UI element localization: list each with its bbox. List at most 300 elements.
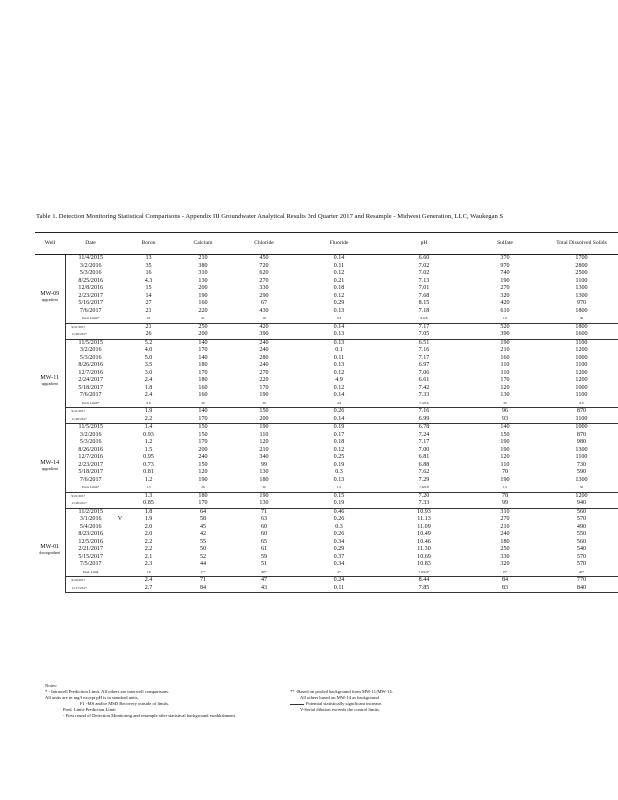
qualifier-flag [116, 569, 124, 577]
fluoride-cell: 0.26 [295, 408, 383, 416]
chloride-cell: 120 [259, 439, 269, 445]
boron-cell: 5.0 [144, 354, 153, 361]
fluoride-cell: 0.11 [333, 354, 345, 361]
boron-cell: 14 [145, 292, 152, 299]
calcium-cell: 240 [198, 454, 208, 460]
qualifier-flag [116, 477, 124, 485]
calcium-cell: 180 [198, 377, 208, 383]
tds-cell: 560 [576, 508, 587, 515]
fluoride-cell: 0.13 [333, 362, 345, 368]
qualifier-flag [116, 408, 124, 416]
calcium-cell: 52 [199, 553, 207, 560]
qualifier-flag [116, 577, 124, 585]
fluoride-cell: 0.14 [295, 323, 383, 331]
sulfate-cell: 970 [500, 262, 510, 269]
sulfate-cell: 370 [500, 255, 510, 261]
tds-cell: 1000 [575, 354, 588, 361]
note-pooled-background: ** -Based on pooled background from MW-11/MW-14. [290, 689, 393, 695]
calcium-cell: 71 [173, 577, 233, 585]
table-body [35, 255, 618, 593]
tds-cell: 590 [576, 469, 587, 475]
table-row [35, 392, 618, 400]
notes-heading: Notes: [45, 683, 57, 688]
table-row [35, 539, 618, 547]
date-cell: 11/20/2017 [65, 500, 116, 508]
tds-cell: 2800 [575, 262, 588, 269]
tds-cell: 6.0 [579, 400, 584, 405]
qualifier-flag [116, 278, 124, 286]
sulfate-cell: 150 [500, 431, 510, 438]
qualifier-flag [116, 539, 124, 547]
qualifier-flag [116, 300, 124, 308]
tds-cell: 570 [576, 553, 587, 560]
fluoride-cell: 0.25 [333, 454, 345, 460]
boron-cell: 43 [146, 316, 151, 320]
date-cell: 3/2/2016 [79, 347, 102, 353]
boron-cell: 4.0 [144, 347, 153, 353]
well-cell [35, 424, 65, 509]
qualifier-flag [116, 331, 124, 339]
date-cell: 11/5/2015 [78, 339, 103, 346]
fluoride-cell: 0.3 [335, 523, 343, 530]
well-gradient: upgradient [41, 298, 58, 302]
boron-cell: 0.73 [143, 461, 154, 468]
ph-cell: 11.09 [417, 523, 431, 530]
chloride-cell: 43 [233, 585, 295, 593]
boron-cell: 21 [145, 307, 152, 314]
well-cell [35, 339, 65, 424]
boron-cell: 3.0 [144, 369, 153, 376]
calcium-cell: 30 [201, 400, 205, 405]
calcium-cell: 150 [198, 461, 208, 468]
tds-cell: 1300 [575, 446, 588, 453]
tds-cell: 2500 [575, 270, 588, 276]
date-cell: 9/21/2017 [65, 492, 116, 500]
boron-cell: 2.2 [144, 546, 153, 552]
boron-cell: 2.0 [144, 523, 153, 530]
ph-cell: 10.93 [417, 508, 431, 515]
fluoride-cell: 0.17 [333, 431, 345, 438]
date-cell: 2/23/2017 [78, 461, 104, 468]
notes-line-5 [45, 713, 605, 719]
sulfate-cell: 30 [503, 400, 507, 405]
ph-cell: 10.69 [417, 553, 431, 560]
ph-cell: 7.05 [383, 331, 465, 339]
date-cell: 9/21/2017 [65, 323, 116, 331]
date-cell: 8/23/2016 [78, 531, 104, 537]
tds-cell: 550 [576, 531, 587, 537]
tds-cell: 30 [579, 485, 584, 489]
tds-cell: 1300 [575, 285, 588, 291]
sulfate-cell: 93 [465, 416, 545, 424]
tds-cell: 1100 [545, 416, 618, 424]
fluoride-cell: 0.12 [333, 384, 345, 391]
fluoride-cell: 4* [337, 569, 341, 574]
fluoride-cell: 0.11 [295, 585, 383, 593]
qualifier-flag [116, 323, 124, 331]
ph-cell: 8.15 [418, 300, 430, 306]
table-row [35, 500, 618, 508]
tds-cell: 1300 [575, 476, 588, 483]
sulfate-cell: 110 [500, 461, 510, 468]
ph-cell: 8.44 [383, 577, 465, 585]
chloride-cell: 60 [260, 531, 268, 537]
fluoride-cell: 4.9 [335, 377, 343, 383]
well-id: MW-14 [40, 459, 60, 466]
chloride-cell: 80* [261, 569, 267, 574]
sulfate-cell: 70 [501, 469, 509, 475]
sulfate-cell: 160 [500, 354, 510, 361]
calcium-cell: 41 [201, 316, 205, 320]
qualifier-flag [116, 385, 124, 393]
ph-cell: 7.16 [383, 408, 465, 416]
chloride-cell: 170 [259, 384, 269, 391]
sulfate-cell: 270 [500, 285, 510, 291]
chloride-cell: 340 [259, 454, 269, 460]
ph-cell: 7.17 [418, 439, 430, 445]
boron-cell: 1.5 [144, 446, 153, 453]
ph-cell: 7.13 [418, 277, 430, 284]
qualifier-flag [116, 255, 124, 263]
boron-cell: 4.3 [144, 277, 153, 284]
calcium-cell: 45 [199, 523, 207, 530]
chloride-cell: 620 [259, 270, 269, 276]
qualifier-flag [116, 469, 124, 477]
tds-cell: 940 [545, 500, 618, 508]
calcium-cell: 250 [173, 323, 233, 331]
boron-cell: 3.5 [144, 362, 153, 368]
qualifier-flag [116, 392, 124, 400]
table-row [35, 424, 618, 432]
well-id: MW-01 [40, 544, 60, 551]
calcium-cell: 140 [198, 354, 208, 361]
date-cell: 7/5/2017 [79, 561, 102, 567]
well-id: MW-11 [40, 375, 60, 382]
chloride-cell: 130 [233, 500, 295, 508]
ph-cell: 6.78 [418, 424, 430, 430]
sulfate-cell: 740 [500, 270, 510, 276]
ph-cell: 7.62 [418, 469, 430, 475]
sulfate-cell: 83 [465, 585, 545, 593]
sulfate-cell: 190 [500, 446, 510, 453]
sulfate-cell: 420 [500, 300, 510, 306]
boron-cell: 2.3 [144, 561, 153, 567]
qualifier-flag [116, 293, 124, 301]
date-cell: 5/3/2016 [79, 439, 102, 445]
table-row [35, 385, 618, 393]
table-row [35, 531, 618, 539]
calcium-cell: 190 [198, 292, 208, 299]
limit-row [35, 315, 618, 323]
qualifier-flag [116, 355, 124, 363]
header-sulfate: Sulfate [465, 233, 545, 255]
qualifier-flag [116, 585, 124, 593]
boron-cell: 1.8 [144, 384, 153, 391]
sulfate-cell: 250 [500, 546, 510, 552]
date-cell: 5/3/2016 [79, 270, 102, 276]
tds-cell: 1700 [575, 255, 588, 261]
table-row [35, 377, 618, 385]
chloride-cell: 110 [259, 431, 269, 438]
boron-cell: 1.9 [124, 408, 173, 416]
table-row [35, 362, 618, 370]
ph-cell: 7.02 [418, 270, 430, 276]
table-row [35, 577, 618, 585]
tds-cell: 560 [576, 538, 587, 545]
boron-cell: 15 [145, 285, 152, 291]
calcium-cell: 160 [198, 300, 208, 306]
limit-row [35, 400, 618, 408]
calcium-cell: 200 [198, 446, 208, 453]
table-row [35, 469, 618, 477]
fluoride-cell: 0.26 [333, 531, 345, 537]
chloride-cell: 59 [260, 553, 268, 560]
header-ph: pH [383, 233, 465, 255]
table-row [35, 293, 618, 301]
well-id: MW-09 [40, 291, 60, 297]
date-cell: 5/18/2017 [78, 469, 104, 475]
qualifier-flag [116, 339, 124, 347]
fluoride-cell: 0.46 [333, 508, 345, 515]
table-row [35, 561, 618, 569]
calcium-cell: 160 [198, 392, 208, 398]
sulfate-cell: 140 [500, 424, 510, 430]
boron-cell: 2.4 [124, 577, 173, 585]
tds-cell: 870 [545, 408, 618, 416]
table-row [35, 477, 618, 485]
tds-cell: 1000 [575, 424, 588, 430]
fluoride-cell: 0.3 [336, 316, 342, 320]
ph-cell: 7.29 [418, 476, 430, 483]
ph-cell: 6.97 [418, 362, 430, 368]
limit-label: Pred. Limit* [82, 485, 100, 489]
table-row [35, 270, 618, 278]
fluoride-cell: 0.13 [333, 476, 345, 483]
boron-cell: 1.2 [144, 439, 153, 445]
table-row [35, 454, 618, 462]
chloride-cell: 190 [259, 424, 269, 430]
boron-cell: 6.8 [146, 400, 151, 405]
table-row [35, 447, 618, 455]
limit-label: Pred. Limit [83, 569, 99, 574]
qualifier-flag [116, 500, 124, 508]
boron-cell: 0.95 [143, 454, 154, 460]
qualifier-flag [116, 447, 124, 455]
chloride-cell: 240 [259, 347, 269, 353]
table-row [35, 524, 618, 532]
tds-cell: 570 [576, 561, 587, 567]
table-row [35, 439, 618, 447]
calcium-cell: 17* [200, 569, 206, 574]
boron-cell: 1.4 [144, 424, 153, 430]
chloride-cell: 190 [259, 392, 269, 398]
note-serial-dilution: V-Serial dilution exceeds the control limits. [300, 707, 380, 713]
fluoride-cell: 0.34 [333, 561, 345, 567]
qualifier-flag [116, 263, 124, 271]
calcium-cell: 170 [198, 439, 208, 445]
chloride-cell: 430 [259, 307, 269, 314]
tds-cell: 1200 [575, 369, 588, 376]
well-cell [35, 255, 65, 340]
calcium-cell: 220 [198, 307, 208, 314]
table-row [35, 416, 618, 424]
sulfate-cell: 210 [500, 347, 510, 353]
sulfate-cell: 610 [500, 307, 510, 314]
ph-cell: 7.01 [418, 285, 430, 291]
date-cell: 2/23/2017 [78, 292, 104, 299]
boron-cell: 26 [124, 331, 173, 339]
header-calcium: Calcium [173, 233, 233, 255]
date-cell: 12/7/2016 [78, 454, 104, 460]
ph-cell: 7.17 [418, 354, 430, 361]
date-cell: 11/20/2017 [65, 331, 116, 339]
fluoride-cell: 0.19 [333, 424, 345, 430]
calcium-cell: 170 [198, 369, 208, 376]
header-chloride: Chloride [233, 233, 295, 255]
chloride-cell: 330 [259, 285, 269, 291]
tds-cell: 1200 [545, 492, 618, 500]
tds-cell: 1100 [575, 392, 588, 398]
ph-cell: 7.33 [383, 500, 465, 508]
ph-cell: 7.16 [418, 347, 430, 353]
boron-cell: 1.9 [144, 516, 153, 522]
date-cell: 5/3/2016 [79, 354, 102, 361]
sulfate-cell: 190 [500, 439, 510, 445]
fluoride-cell: 0.21 [333, 277, 345, 284]
chloride-cell: 67 [260, 300, 268, 306]
ph-cell: 7.42 [418, 384, 430, 391]
qualifier-flag [116, 554, 124, 562]
boron-cell: 13 [145, 255, 152, 261]
limit-row [35, 569, 618, 577]
calcium-cell: 310 [198, 270, 208, 276]
calcium-cell: 64 [199, 508, 207, 515]
qualifier-flag [116, 454, 124, 462]
boron-cell: 2.0 [144, 531, 153, 537]
calcium-cell: 190 [198, 476, 208, 483]
limit-label: Pred. Limit* [82, 400, 100, 405]
qualifier-flag: V [117, 516, 123, 522]
fluoride-cell: 0.12 [333, 369, 345, 376]
calcium-cell: 380 [198, 262, 208, 269]
sulfate-cell: 78 [465, 492, 545, 500]
header-boron: Boron [124, 233, 173, 255]
table-row [35, 278, 618, 286]
sulfate-cell: 190 [500, 339, 510, 346]
header-date: Date [65, 233, 116, 255]
qualifier-flag [116, 424, 124, 432]
note-f1: F1 -MS and/or MSD Recovery outside of limits. [80, 701, 170, 707]
sulfate-cell: 210 [500, 523, 510, 530]
note-pred-limit: Pred. Limit-Prediction Limit [63, 707, 116, 713]
boron-cell: 1.2 [144, 476, 153, 483]
tds-cell: 770 [545, 577, 618, 585]
calcium-cell: 160 [198, 384, 208, 391]
calcium-cell: 150 [198, 424, 208, 430]
date-cell: 11/2/2015 [78, 508, 103, 515]
fluoride-cell: 0.18 [333, 439, 345, 445]
calcium-cell: 150 [198, 431, 208, 438]
table-row [35, 492, 618, 500]
fluoride-cell: 4.9 [336, 400, 342, 405]
ph-cell: 7.9/6.9* [418, 569, 430, 574]
ph-cell: 7.20 [383, 492, 465, 500]
qualifier-flag [116, 400, 124, 408]
date-cell: 7/6/2017 [79, 476, 102, 483]
tds-cell: 1000 [575, 384, 588, 391]
well-gradient: upgradient [41, 466, 58, 471]
chloride-cell: 450 [259, 255, 269, 261]
sulfate-cell: 520 [465, 323, 545, 331]
fluoride-cell: 0.34 [333, 538, 345, 545]
qualifier-flag [116, 524, 124, 532]
date-cell: 11/20/2017 [65, 416, 116, 424]
boron-cell: 2.2 [144, 538, 153, 545]
ph-cell: 7.24 [418, 431, 430, 438]
ph-cell: 6.51 [418, 339, 430, 346]
boron-cell: 2.4 [144, 392, 153, 398]
qualifier-flag [116, 285, 124, 293]
tds-cell: 30 [579, 316, 584, 320]
calcium-cell: 44 [199, 561, 207, 567]
ph-cell: 7.06 [418, 369, 430, 376]
date-cell: 11/4/2015 [78, 255, 103, 261]
calcium-cell: 140 [198, 339, 208, 346]
qualifier-flag [116, 362, 124, 370]
date-cell: 5/18/2017 [78, 384, 104, 391]
qualifier-flag [116, 492, 124, 500]
well-gradient: upgradient [41, 382, 58, 387]
sulfate-cell: 1.5 [502, 485, 508, 489]
chloride-cell: 180 [259, 476, 269, 483]
chloride-cell: 65 [260, 538, 268, 545]
qualifier-flag [116, 484, 124, 492]
chloride-cell: 280 [259, 354, 269, 361]
fluoride-cell: 0.1 [335, 347, 343, 353]
chloride-cell: 18 [262, 316, 266, 320]
chloride-cell: 270 [259, 369, 269, 376]
qualifier-flag [116, 270, 124, 278]
tds-cell: 1800 [545, 323, 618, 331]
tds-cell: 970 [576, 300, 587, 306]
fluoride-cell: 0.3 [335, 469, 343, 475]
results-table [35, 232, 618, 593]
table-row [35, 546, 618, 554]
qualifier-flag [116, 531, 124, 539]
date-cell: 12/5/2016 [78, 538, 104, 545]
tds-cell: 490 [576, 523, 587, 530]
sulfate-cell: 110 [500, 362, 510, 368]
date-cell: 12/8/2016 [78, 285, 104, 291]
chloride-cell: 30 [262, 400, 266, 405]
fluoride-cell: 0.26 [333, 516, 345, 522]
fluoride-cell: 0.15 [295, 492, 383, 500]
ph-cell: 11.13 [417, 516, 431, 522]
chloride-cell: 240 [259, 362, 269, 368]
boron-cell: 35 [145, 262, 152, 269]
limit-label: Pred. Limit* [82, 316, 100, 320]
sulfate-cell: 15* [502, 569, 508, 574]
fluoride-cell: 0.12 [333, 446, 345, 453]
chloride-cell: 99 [260, 461, 268, 468]
ph-cell: 7.85 [383, 585, 465, 593]
header-row [35, 233, 618, 255]
table-row [35, 432, 618, 440]
tds-cell: 1300 [575, 292, 588, 299]
qualifier-flag [116, 462, 124, 470]
table-row [35, 516, 618, 524]
chloride-cell: 270 [259, 277, 269, 284]
